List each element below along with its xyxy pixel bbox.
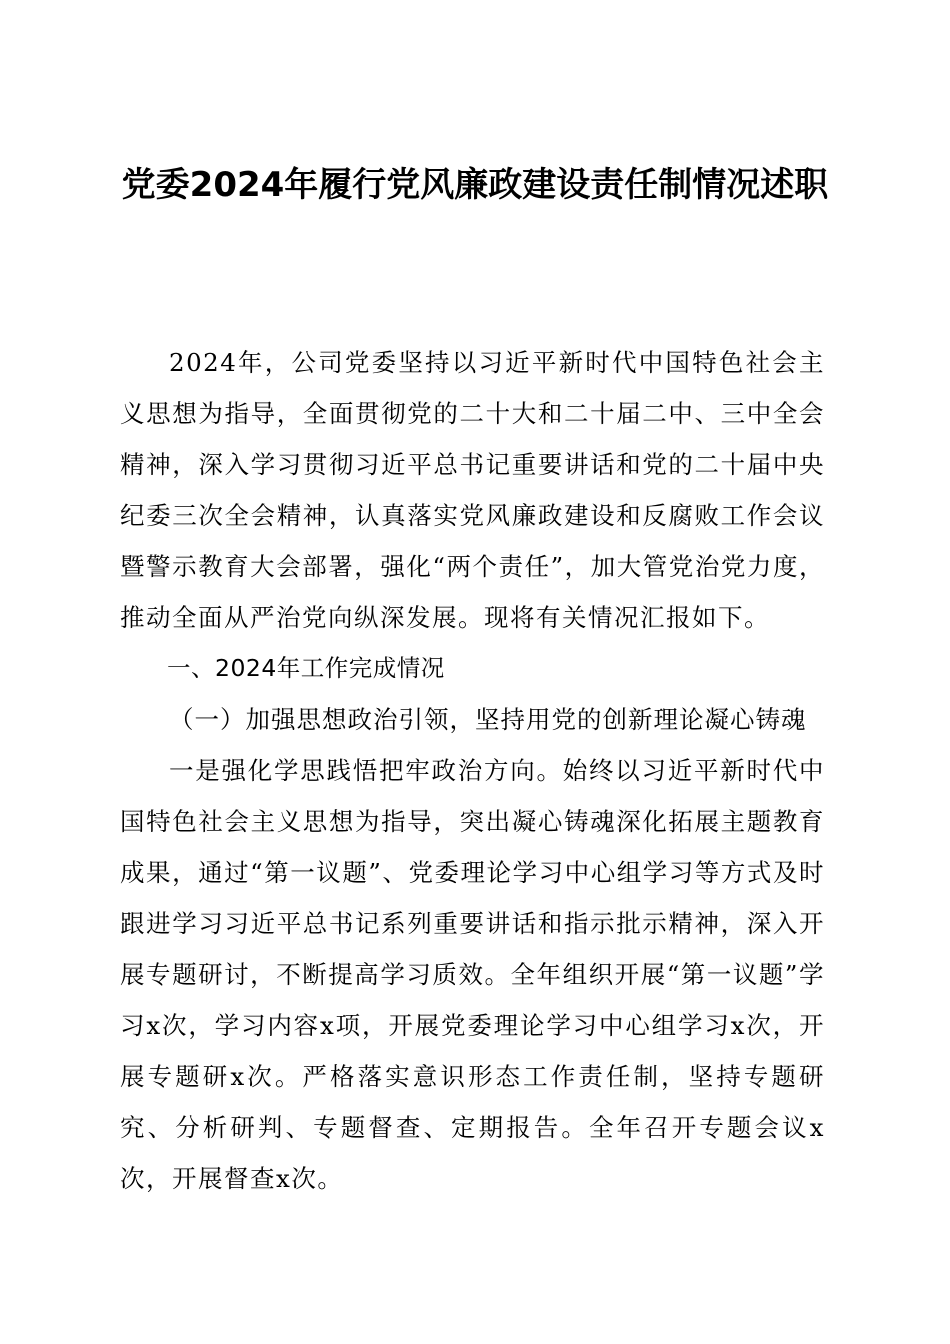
subsection-heading: （一）加强思想政治引领，坚持用党的创新理论凝心铸魂	[169, 705, 807, 734]
intro-paragraph: 2024年，公司党委坚持以习近平新时代中国特色社会主义思想为指导，全面贯彻党的二十大和二十届二中、三中全会精神，深入学习贯彻习近平总书记重要讲话和党的二十届中央纪委三次全会精神，认真落实党风廉政建设和反腐败工作会议暨警示教育大会部署，强化“两个责任”，加大管党治党力度，推动全面从严治党向纵深发展。现将有关情况汇报如下。	[120, 348, 825, 632]
section-heading: 一、2024年工作完成情况	[167, 654, 445, 682]
document-title: 党委2024年履行党风廉政建设责任制情况述职	[121, 165, 829, 205]
body-paragraph: 一是强化学思践悟把牢政治方向。始终以习近平新时代中国特色社会主义思想为指导，突出凝心铸魂深化拓展主题教育成果，通过“第一议题”、党委理论学习中心组学习等方式及时跟进学习习近平总书记系列重要讲话和指示批示精神，深入开展专题研讨，不断提高学习质效。全年组织开展“第一议题”学习x次，学习内容x项，开展党委理论学习中心组学习x次，开展专题研x次。严格落实意识形态工作责任制，坚持专题研究、分析研判、专题督查、定期报告。全年召开专题会议x次，开展督查x次。	[120, 756, 825, 1193]
document-body	[120, 337, 825, 1204]
